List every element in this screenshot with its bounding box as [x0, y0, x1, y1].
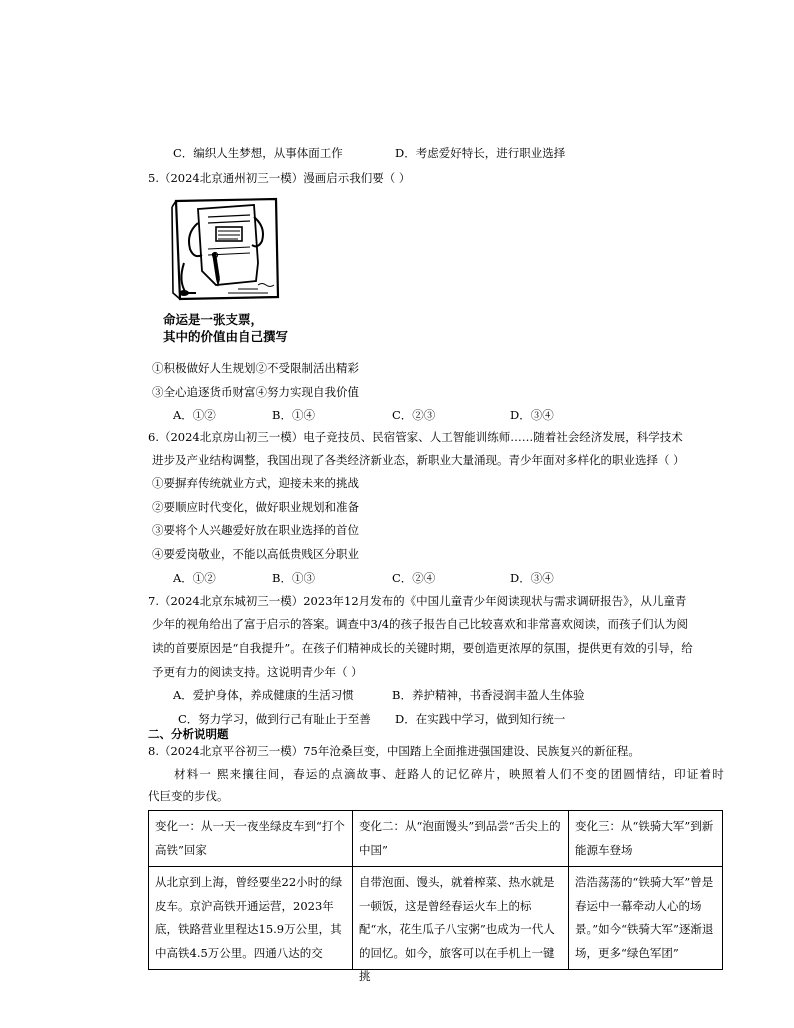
- q6-option-a: A．①②: [173, 571, 216, 585]
- table-header-cell: 变化二：从“泡面馒头”到品尝“舌尖上的中国”: [353, 811, 569, 867]
- q6-stem-line1: 6.（2024北京房山初三一模）电子竞技员、民宿管家、人工智能训练师……随着社会经济发展，科学技术: [148, 430, 683, 444]
- q5-stem: 5.（2024北京通州初三一模）漫画启示我们要（ ）: [148, 171, 411, 185]
- q7-option-c: C．努力学习，做到行己有耻止于至善: [178, 712, 371, 726]
- q5-option-d: D．③④: [510, 408, 554, 422]
- q6-statement-2: ②要顺应时代变化，做好职业规划和准备: [152, 500, 359, 514]
- q6-statement-4: ④要爱岗敬业，不能以高低贵贱区分职业: [152, 547, 359, 561]
- q8-changes-table: [148, 810, 723, 983]
- q5-option-b: B．①④: [272, 408, 315, 422]
- table-header-cell: 变化一：从一天一夜坐绿皮车到“打个高铁”回家: [149, 811, 353, 867]
- q6-option-b: B．①③: [272, 571, 315, 585]
- q4-option-d: D．考虑爱好特长，进行职业选择: [395, 146, 566, 160]
- q7-stem-line2: 少年的视角给出了富于启示的答案。调查中3/4的孩子报告自己比较喜欢和非常喜欢阅读，而孩子们认为阅: [152, 617, 689, 631]
- q6-option-d: D．③④: [510, 571, 554, 585]
- cartoon-check-figure: [158, 193, 288, 313]
- q6-option-c: C．②④: [392, 571, 436, 585]
- q5-statement-1: ①积极做好人生规划②不受限制活出精彩: [152, 361, 359, 375]
- q6-statement-1: ①要摒弃传统就业方式，迎接未来的挑战: [152, 476, 359, 490]
- q6-stem-line2: 进步及产业结构调整，我国出现了各类经济新业态，新职业大量涌现。青少年面对多样化的职业选择（ ）: [152, 453, 685, 467]
- table-cell: 浩浩荡荡的“铁骑大军”曾是春运中一幕牵动人心的场景。”如今“铁骑大军”逐渐退场，更多“绿色军团”: [569, 867, 723, 970]
- table-cell: 自带泡面、馒头，就着榨菜、热水就是一顿饭，这是曾经春运火车上的标配“水，花生瓜子八宝粥”也成为一代人的回忆。如今，旅客可以在手机上一键挑: [353, 867, 569, 970]
- q7-option-a: A．爱护身体，养成健康的生活习惯: [173, 688, 354, 702]
- q5-statement-2: ③全心追逐货币财富④努力实现自我价值: [152, 385, 359, 399]
- q7-stem-line3: 读的首要原因是“自我提升”。在孩子们精神成长的关键时期，要创造更浓厚的氛围，提供更有效的引导，给: [152, 641, 693, 655]
- q8-material-line1: 材料一 熙来攘往间，春运的点滴故事、赶路人的记忆碎片，映照着人们不变的团圆情结，印证着时: [174, 767, 725, 781]
- q8-stem: 8.（2024北京平谷初三一模）75年沧桑巨变，中国踏上全面推进强国建设、民族复兴的新征程。: [148, 744, 640, 758]
- q5-option-c: C．②③: [392, 408, 436, 422]
- q5-option-a: A．①②: [173, 408, 216, 422]
- q7-option-d: D．在实践中学习，做到知行统一: [395, 712, 566, 726]
- q7-stem-line4: 予更有力的阅读支持。这说明青少年（ ）: [152, 665, 363, 679]
- cartoon-caption: 命运是一张支票， 其中的价值由自己撰写: [163, 312, 289, 344]
- table-header-cell: 变化三：从“铁骑大军”到新能源车登场: [569, 811, 723, 867]
- table-cell: 从北京到上海，曾经要坐22小时的绿皮车。京沪高铁开通运营，2023年底，铁路营业里程达15.9万公里，其中高铁4.5万公里。四通八达的交: [149, 867, 353, 970]
- section-title: 二、分析说明题: [148, 727, 229, 741]
- table-row: [149, 867, 723, 970]
- q7-option-b: B．养护精神，书香浸润丰盈人生体验: [392, 688, 585, 702]
- q4-option-c: C．编织人生梦想，从事体面工作: [173, 146, 343, 160]
- table-header-row: [149, 811, 723, 867]
- q6-statement-3: ③要将个人兴趣爱好放在职业选择的首位: [152, 523, 359, 537]
- q8-material-line2: 代巨变的步伐。: [148, 789, 229, 803]
- q7-stem-line1: 7.（2024北京东城初三一模）2023年12月发布的《中国儿童青少年阅读现状与需求调研报告》，从儿童青: [148, 594, 687, 608]
